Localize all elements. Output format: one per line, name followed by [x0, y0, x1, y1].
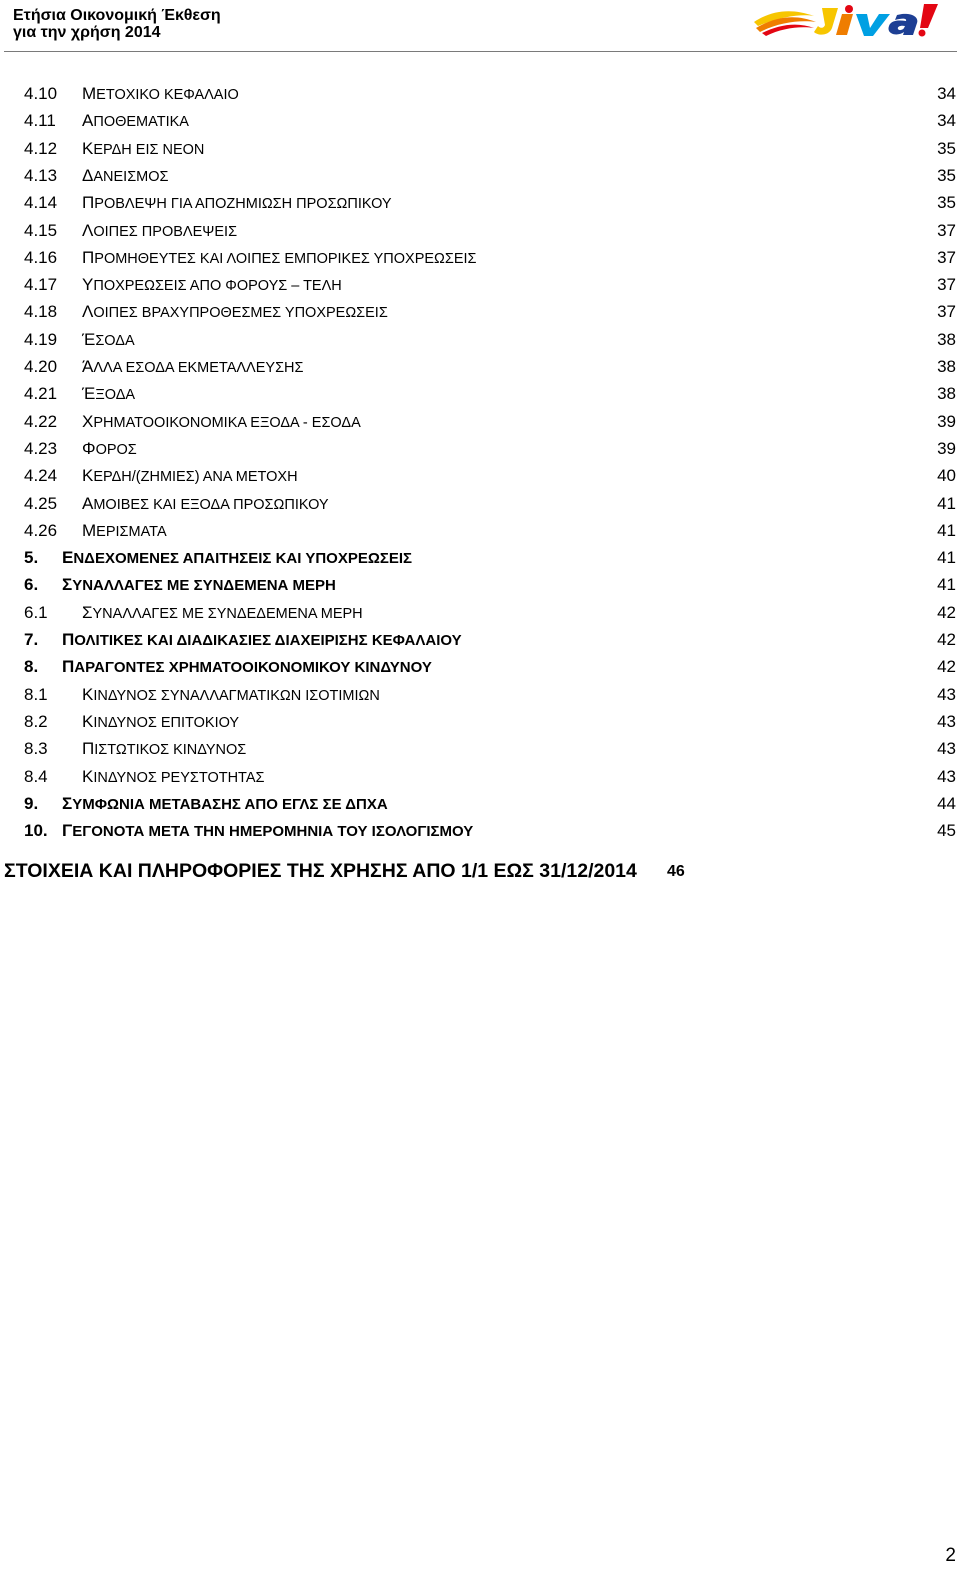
toc-entry[interactable]	[0, 353, 960, 380]
toc-entry[interactable]	[0, 298, 960, 325]
toc-entry[interactable]	[0, 244, 960, 271]
toc-entry-title: ΆΛΛΑ ΕΣΟΔΑ ΕΚΜΕΤΑΛΛΕΥΣΗΣ	[82, 357, 304, 376]
toc-entry-number: 8.2	[24, 711, 48, 731]
toc-entry-page: 39	[937, 438, 956, 458]
toc-entry-number: 4.22	[24, 411, 58, 431]
toc-entry-page: 42	[937, 657, 956, 677]
toc-entry-page: 34	[937, 111, 956, 131]
toc-entry[interactable]	[0, 571, 960, 598]
toc-entry-title: ΚΙΝΔΥΝΟΣ ΕΠΙΤΟΚΙΟΥ	[82, 711, 240, 731]
toc-entry[interactable]	[0, 817, 960, 844]
toc-entry-number: 4.25	[24, 493, 58, 513]
toc-entry[interactable]	[0, 189, 960, 216]
toc-entry-number: 4.15	[24, 220, 58, 240]
toc-entry-page: 35	[937, 193, 956, 213]
toc-entry-number: 4.18	[24, 302, 58, 322]
toc-entry-page: 43	[937, 684, 956, 704]
logo-letter-a	[888, 14, 917, 35]
toc-entry[interactable]	[0, 217, 960, 244]
toc-entry-number: 8.3	[24, 739, 48, 759]
toc-entry-number: 7.	[24, 630, 39, 649]
toc-entry[interactable]	[0, 408, 960, 435]
page-header	[0, 0, 960, 56]
toc-entry[interactable]	[0, 763, 960, 790]
toc-entry-page: 44	[937, 793, 956, 813]
logo-i-dot	[845, 5, 853, 13]
toc-entry-number: 4.24	[24, 466, 58, 486]
toc-entry-number: 8.	[24, 657, 39, 677]
toc-entry-number: 4.14	[24, 193, 58, 213]
toc-entry[interactable]	[0, 462, 960, 489]
toc-entry-page: 34	[937, 84, 956, 103]
report-year: για την χρήση 2014	[13, 24, 161, 41]
final-toc-entry[interactable]	[4, 857, 685, 885]
toc-entry-page: 42	[937, 602, 956, 622]
toc-entry-number: 10.	[24, 821, 48, 841]
toc-entry-title: ΠΙΣΤΩΤΙΚΟΣ ΚΙΝΔΥΝΟΣ	[82, 739, 247, 759]
toc-entry-number: 4.16	[24, 247, 58, 267]
toc-entry-page: 41	[937, 520, 956, 540]
toc-entry-title: ΑΜΟΙΒΕΣ ΚΑΙ ΕΞΟΔΑ ΠΡΟΣΩΠΙΚΟΥ	[82, 493, 329, 513]
toc-entry-title: ΠΑΡΑΓΟΝΤΕΣ ΧΡΗΜΑΤΟΟΙΚΟΝΟΜΙΚΟΥ ΚΙΝΔΥΝΟΥ	[62, 657, 432, 677]
toc-entry-number: 4.21	[24, 384, 58, 404]
toc-entry-title: ΚΙΝΔΥΝΟΣ ΡΕΥΣΤΟΤΗΤΑΣ	[82, 766, 265, 786]
toc-entry[interactable]	[0, 735, 960, 762]
toc-entry-number: 8.1	[24, 684, 48, 704]
toc-entry-title: ΥΠΟΧΡΕΩΣΕΙΣ ΑΠΟ ΦΟΡΟΥΣ – ΤΕΛΗ	[82, 275, 342, 295]
toc-entry-title: ΓΕΓΟΝΟΤΑ ΜΕΤΑ ΤΗΝ ΗΜΕΡΟΜΗΝΙΑ ΤΟΥ ΙΣΟΛΟΓΙΣΜΟΥ	[62, 821, 474, 841]
toc-entry-title: ΣΥΝΑΛΛΑΓΕΣ ΜΕ ΣΥΝΔΕΜΕΝΑ ΜΕΡΗ	[62, 575, 336, 595]
toc-entry[interactable]	[0, 80, 960, 107]
toc-entry-page: 38	[937, 384, 956, 404]
toc-entry-page: 41	[937, 493, 956, 513]
toc-entry-title: ΈΣΟΔΑ	[82, 329, 135, 349]
toc-entry-number: 4.17	[24, 275, 58, 295]
toc-entry-page: 43	[937, 766, 956, 786]
jiva-logo	[752, 2, 940, 40]
toc-entry-number: 4.13	[24, 165, 58, 185]
toc-entry-title: ΚΙΝΔΥΝΟΣ ΣΥΝΑΛΛΑΓΜΑΤΙΚΩΝ ΙΣΟΤΙΜΙΩΝ	[82, 684, 380, 704]
logo-exclamation-dot	[919, 30, 926, 37]
toc-entry-title: ΜΕΡΙΣΜΑΤΑ	[82, 520, 167, 540]
toc-entry-page: 35	[937, 165, 956, 185]
toc-entry-title: ΈΞΟΔΑ	[82, 384, 136, 404]
toc-entry-page: 37	[937, 302, 956, 322]
toc-entry-page: 43	[937, 739, 956, 759]
toc-entry[interactable]	[0, 326, 960, 353]
toc-entry-page: 37	[937, 275, 956, 295]
toc-entry-number: 4.10	[24, 84, 58, 103]
toc-entry[interactable]	[0, 653, 960, 680]
toc-entry-number: 4.23	[24, 438, 58, 458]
toc-entry-title: ΚΕΡΔΗ/(ΖΗΜΙΕΣ) ΑΝΑ ΜΕΤΟΧΗ	[82, 466, 298, 486]
page-number: 2	[945, 1545, 956, 1566]
final-entry-title: ΣΤΟΙΧΕΙΑ ΚΑΙ ΠΛΗΡΟΦΟΡΙΕΣ ΤΗΣ ΧΡΗΣΗΣ ΑΠΟ 1/1 ΕΩΣ 31/12/2014	[4, 860, 637, 882]
toc-entry-title: ΜΕΤΟΧΙΚΟ ΚΕΦΑΛΑΙΟ	[82, 84, 239, 103]
final-entry-page: 46	[667, 863, 685, 880]
toc-entry-number: 4.11	[24, 111, 56, 131]
toc-entry-number: 4.12	[24, 138, 58, 158]
logo-exclamation	[920, 4, 938, 28]
report-title: Ετήσια Οικονομική Έκθεση	[13, 7, 221, 24]
logo-letter-v	[856, 14, 890, 36]
toc-entry[interactable]	[0, 490, 960, 517]
toc-entry-page: 43	[937, 711, 956, 731]
toc-entry-title: ΣΥΜΦΩΝΙΑ ΜΕΤΑΒΑΣΗΣ ΑΠΟ ΕΓΛΣ ΣΕ ΔΠΧΑ	[62, 793, 388, 813]
toc-entry-title: ΑΠΟΘΕΜΑΤΙΚΑ	[82, 111, 189, 131]
toc-entry-page: 37	[937, 247, 956, 267]
toc-entry-page: 38	[937, 329, 956, 349]
toc-entry-page: 41	[937, 575, 956, 595]
header-divider	[4, 51, 957, 52]
toc-entry-title: ΠΡΟΒΛΕΨΗ ΓΙΑ ΑΠΟΖΗΜΙΩΣΗ ΠΡΟΣΩΠΙΚΟΥ	[82, 193, 392, 213]
toc-entry-number: 5.	[24, 548, 39, 568]
toc-entry-number: 6.1	[24, 602, 48, 622]
toc-entry[interactable]	[0, 135, 960, 162]
toc-entry-number: 4.26	[24, 520, 58, 540]
toc-entry[interactable]	[0, 107, 960, 134]
toc-entry-page: 38	[937, 357, 956, 376]
toc-entry[interactable]	[0, 162, 960, 189]
toc-entry-title: ΠΡΟΜΗΘΕΥΤΕΣ ΚΑΙ ΛΟΙΠΕΣ ΕΜΠΟΡΙΚΕΣ ΥΠΟΧΡΕΩΣΕΙΣ	[82, 247, 477, 267]
toc-entry-number: 4.20	[24, 357, 58, 376]
toc-entry[interactable]	[0, 708, 960, 735]
toc-entry-title: ΚΕΡΔΗ ΕΙΣ ΝΕΟΝ	[82, 138, 205, 158]
toc-entry-title: ΣΥΝΑΛΛΑΓΕΣ ΜΕ ΣΥΝΔΕΔΕΜΕΝΑ ΜΕΡΗ	[82, 602, 363, 622]
toc-entry-page: 45	[937, 821, 956, 841]
toc-entry[interactable]	[0, 681, 960, 708]
toc-entry-number: 8.4	[24, 766, 48, 786]
toc-entry-title: ΧΡΗΜΑΤΟΟΙΚΟΝΟΜΙΚΑ ΕΞΟΔΑ - ΕΣΟΔΑ	[82, 411, 361, 431]
toc-entry-page: 41	[937, 548, 956, 568]
toc-entry[interactable]	[0, 626, 960, 653]
toc-entry-number: 9.	[24, 793, 39, 813]
toc-entry-title: ΠΟΛΙΤΙΚΕΣ ΚΑΙ ΔΙΑΔΙΚΑΣΙΕΣ ΔΙΑΧΕΙΡΙΣΗΣ ΚΕΦΑΛΑΙΟΥ	[62, 630, 462, 649]
toc-entry-title: ΛΟΙΠΕΣ ΒΡΑΧΥΠΡΟΘΕΣΜΕΣ ΥΠΟΧΡΕΩΣΕΙΣ	[82, 302, 388, 322]
toc-entry-page: 40	[937, 466, 956, 486]
toc-entry-title: ΦΟΡΟΣ	[82, 438, 137, 458]
toc-entry-number: 4.19	[24, 329, 58, 349]
toc-entry-page: 39	[937, 411, 956, 431]
toc-entry[interactable]	[0, 380, 960, 407]
toc-entry-page: 37	[937, 220, 956, 240]
toc-entry-page: 42	[937, 630, 956, 649]
toc-entry[interactable]	[0, 790, 960, 817]
toc-entry[interactable]	[0, 599, 960, 626]
logo-letter-i	[836, 14, 853, 35]
toc-entry-title: ΛΟΙΠΕΣ ΠΡΟΒΛΕΨΕΙΣ	[82, 220, 238, 240]
toc-entry-title: ΔΑΝΕΙΣΜΟΣ	[82, 165, 169, 185]
toc-entry[interactable]	[0, 544, 960, 571]
toc-entry-page: 35	[937, 138, 956, 158]
toc-entry-number: 6.	[24, 575, 39, 595]
toc-entry[interactable]	[0, 271, 960, 298]
toc-entry[interactable]	[0, 517, 960, 544]
logo-letter-j	[814, 8, 838, 35]
toc-entry-title: ΕΝΔΕΧΟΜΕΝΕΣ ΑΠΑΙΤΗΣΕΙΣ ΚΑΙ ΥΠΟΧΡΕΩΣΕΙΣ	[62, 548, 413, 568]
toc-entry[interactable]	[0, 435, 960, 462]
